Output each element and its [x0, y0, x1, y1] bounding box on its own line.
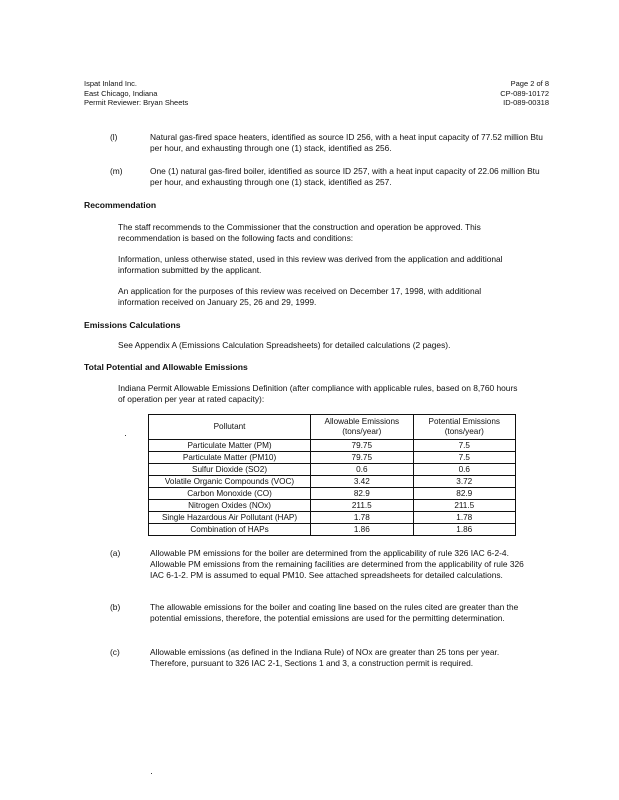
note-number: (a): [110, 548, 121, 558]
header-reviewer: Permit Reviewer: Bryan Sheets: [84, 98, 189, 107]
header-location: East Chicago, Indiana: [84, 88, 158, 98]
total-emissions-heading: Total Potential and Allowable Emissions: [84, 362, 248, 372]
table-row: [149, 476, 516, 488]
table-row: [149, 524, 516, 536]
potential-cell: 7.5: [413, 440, 515, 452]
potential-cell: 0.6: [413, 464, 515, 476]
pollutant-cell: Nitrogen Oxides (NOx): [149, 500, 311, 512]
table-header-cell: Potential Emissions (tons/year): [413, 415, 515, 440]
table-header-cell: Allowable Emissions (tons/year): [311, 415, 413, 440]
header-permit-id: CP-089-10172: [500, 88, 549, 98]
note-b: [110, 602, 530, 624]
margin-mark: ·: [150, 768, 153, 778]
allowable-cell: 1.86: [311, 524, 413, 536]
recommendation-paragraph: Information, unless otherwise stated, used in this review was derived from the application and additional information submitted by the applicant.: [118, 254, 503, 275]
potential-cell: 3.72: [413, 476, 515, 488]
note-number: (b): [110, 602, 121, 612]
emissions-calc-text: See Appendix A (Emissions Calculation Spreadsheets) for detailed calculations (2 pages).: [118, 340, 451, 350]
potential-cell: 7.5: [413, 452, 515, 464]
table-row: [149, 452, 516, 464]
pollutant-cell: Volatile Organic Compounds (VOC): [149, 476, 311, 488]
potential-cell: 82.9: [413, 488, 515, 500]
unit-text: One (1) natural gas-fired boiler, identified as source ID 257, with a heat input capacity of 22.06 million Btu per hour, and exhausting through one (1) stack, identified as 257.: [150, 166, 540, 187]
potential-cell: 1.86: [413, 524, 515, 536]
pollutant-cell: Particulate Matter (PM): [149, 440, 311, 452]
allowable-cell: 79.75: [311, 452, 413, 464]
potential-cell: 1.78: [413, 512, 515, 524]
table-header-cell: Pollutant: [149, 415, 311, 440]
table-header-row: [149, 415, 516, 440]
pollutant-cell: Carbon Monoxide (CO): [149, 488, 311, 500]
table-row: [149, 512, 516, 524]
emissions-table: [148, 414, 516, 536]
pollutant-cell: Combination of HAPs: [149, 524, 311, 536]
allowable-cell: 1.78: [311, 512, 413, 524]
emissions-calc-heading: Emissions Calculations: [84, 320, 181, 330]
note-text: Allowable emissions (as defined in the Indiana Rule) of NOx are greater than 25 tons per year. Therefore, pursuant to 326 IAC 2-1, Sections 1 and 3, a construction permit is required.: [150, 647, 500, 668]
total-emissions-intro: Indiana Permit Allowable Emissions Definition (after compliance with applicable rules, based on 8,760 hours of operation per year at rated capacity):: [118, 383, 518, 404]
note-text: The allowable emissions for the boiler and coating line based on the rules cited are greater than the potential emissions, therefore, the potential emissions are used for the permitting determination.: [150, 602, 519, 623]
recommendation-paragraph: An application for the purposes of this review was received on December 17, 1998, with additional information received on January 25, 26 and 29, 1999.: [118, 286, 482, 307]
pollutant-cell: Particulate Matter (PM10): [149, 452, 311, 464]
allowable-cell: 3.42: [311, 476, 413, 488]
note-a: [110, 548, 530, 581]
unit-number: (l): [110, 132, 118, 142]
table-row: [149, 488, 516, 500]
header-company: Ispat Inland Inc.: [84, 79, 137, 88]
table-row: [149, 464, 516, 476]
note-c: [110, 647, 530, 669]
unit-number: (m): [110, 166, 123, 176]
margin-mark: ·: [124, 430, 127, 440]
allowable-cell: 79.75: [311, 440, 413, 452]
header-source-id: ID-089-00318: [503, 98, 549, 107]
header-left: [84, 79, 188, 108]
pollutant-cell: Single Hazardous Air Pollutant (HAP): [149, 512, 311, 524]
allowable-cell: 82.9: [311, 488, 413, 500]
recommendation-paragraph: The staff recommends to the Commissioner that the construction and operation be approved. This recommendation is based on the following facts and conditions:: [118, 222, 481, 243]
note-text: Allowable PM emissions for the boiler are determined from the applicability of rule 326 IAC 6-2-4. Allowable PM emissions from the remaining facilities are determined from the applicability of rule 326 IAC 6-1-2. PM is assumed to equal PM10. See attached spreadsheets for detailed calculations.: [150, 548, 524, 580]
note-number: (c): [110, 647, 120, 657]
unit-item-m: [110, 166, 550, 188]
unit-text: Natural gas-fired space heaters, identified as source ID 256, with a heat input capacity of 77.52 million Btu per hour, and exhausting through one (1) stack, identified as 256.: [150, 132, 543, 153]
pollutant-cell: Sulfur Dioxide (SO2): [149, 464, 311, 476]
header-right: [500, 79, 549, 108]
header-page-number: Page 2 of 8: [510, 79, 549, 88]
allowable-cell: 211.5: [311, 500, 413, 512]
allowable-cell: 0.6: [311, 464, 413, 476]
table-row: [149, 440, 516, 452]
potential-cell: 211.5: [413, 500, 515, 512]
recommendation-heading: Recommendation: [84, 200, 157, 210]
unit-item-l: [110, 132, 550, 154]
table-row: [149, 500, 516, 512]
